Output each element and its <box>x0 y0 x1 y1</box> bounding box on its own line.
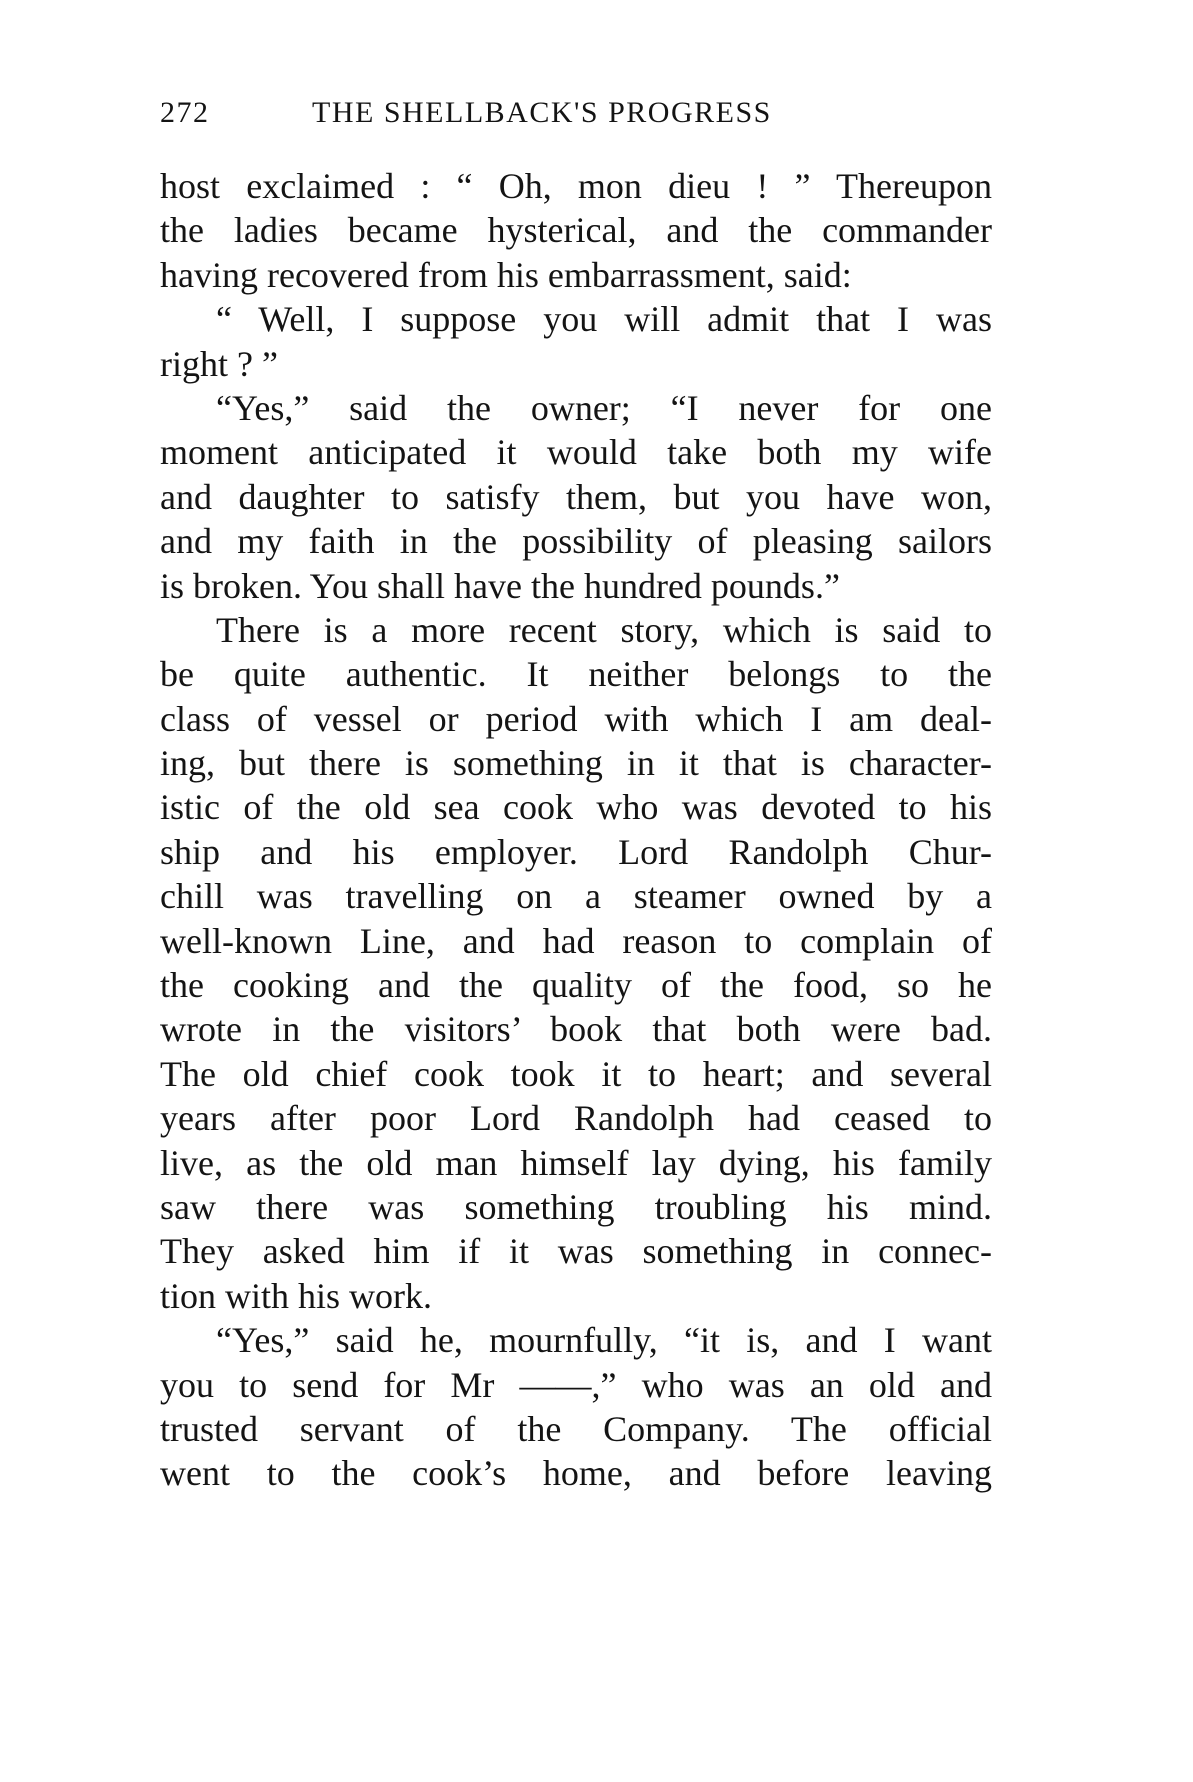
text-line: istic of the old sea cook who was devoted to his <box>160 787 992 828</box>
text-line: having recovered from his embarrassment, said: <box>160 254 852 295</box>
text-line: They asked him if it was something in connec- <box>160 1231 992 1272</box>
text-line: ing, but there is something in it that is character- <box>160 743 992 784</box>
text-line: ship and his employer. Lord Randolph Chur- <box>160 831 992 872</box>
text-line: and daughter to satisfy them, but you have won, <box>160 476 992 517</box>
page-header <box>160 96 840 136</box>
text-line: be quite authentic. It neither belongs to the <box>160 654 992 695</box>
text-line: chill was travelling on a steamer owned by a <box>160 876 992 917</box>
text-line: the ladies became hysterical, and the commander <box>160 210 992 251</box>
text-line: “Yes,” said he, mournfully, “it is, and I want <box>216 1320 992 1361</box>
text-line: and my faith in the possibility of pleasing sailors <box>160 521 992 562</box>
text-line: wrote in the visitors’ book that both were bad. <box>160 1009 992 1050</box>
text-line: saw there was something troubling his mind. <box>160 1186 992 1227</box>
text-line: moment anticipated it would take both my wife <box>160 432 992 473</box>
text-line: the cooking and the quality of the food, so he <box>160 965 992 1006</box>
text-line: There is a more recent story, which is said to <box>216 609 992 650</box>
text-line: well-known Line, and had reason to complain of <box>160 920 992 961</box>
running-head: THE SHELLBACK'S PROGRESS <box>312 96 772 129</box>
text-line: host exclaimed : “ Oh, mon dieu ! ” Thereupon <box>160 166 992 206</box>
text-line: trusted servant of the Company. The official <box>160 1408 992 1449</box>
text-line: tion with his work. <box>160 1275 433 1316</box>
text-line: years after poor Lord Randolph had ceased to <box>160 1098 992 1139</box>
text-line: “Yes,” said the owner; “I never for one <box>216 387 992 428</box>
text-line: live, as the old man himself lay dying, his family <box>160 1142 992 1183</box>
text-line: class of vessel or period with which I am deal- <box>160 698 992 739</box>
page-number: 272 <box>160 96 210 129</box>
text-line: went to the cook’s home, and before leaving <box>160 1453 992 1494</box>
text-line: you to send for Mr ——,” who was an old and <box>160 1364 992 1405</box>
body-text <box>160 164 992 1496</box>
text-line: is broken. You shall have the hundred pounds.” <box>160 565 840 606</box>
text-line: “ Well, I suppose you will admit that I was <box>216 299 992 340</box>
text-line: The old chief cook took it to heart; and several <box>160 1053 992 1094</box>
text-line: right ? ” <box>160 343 278 384</box>
